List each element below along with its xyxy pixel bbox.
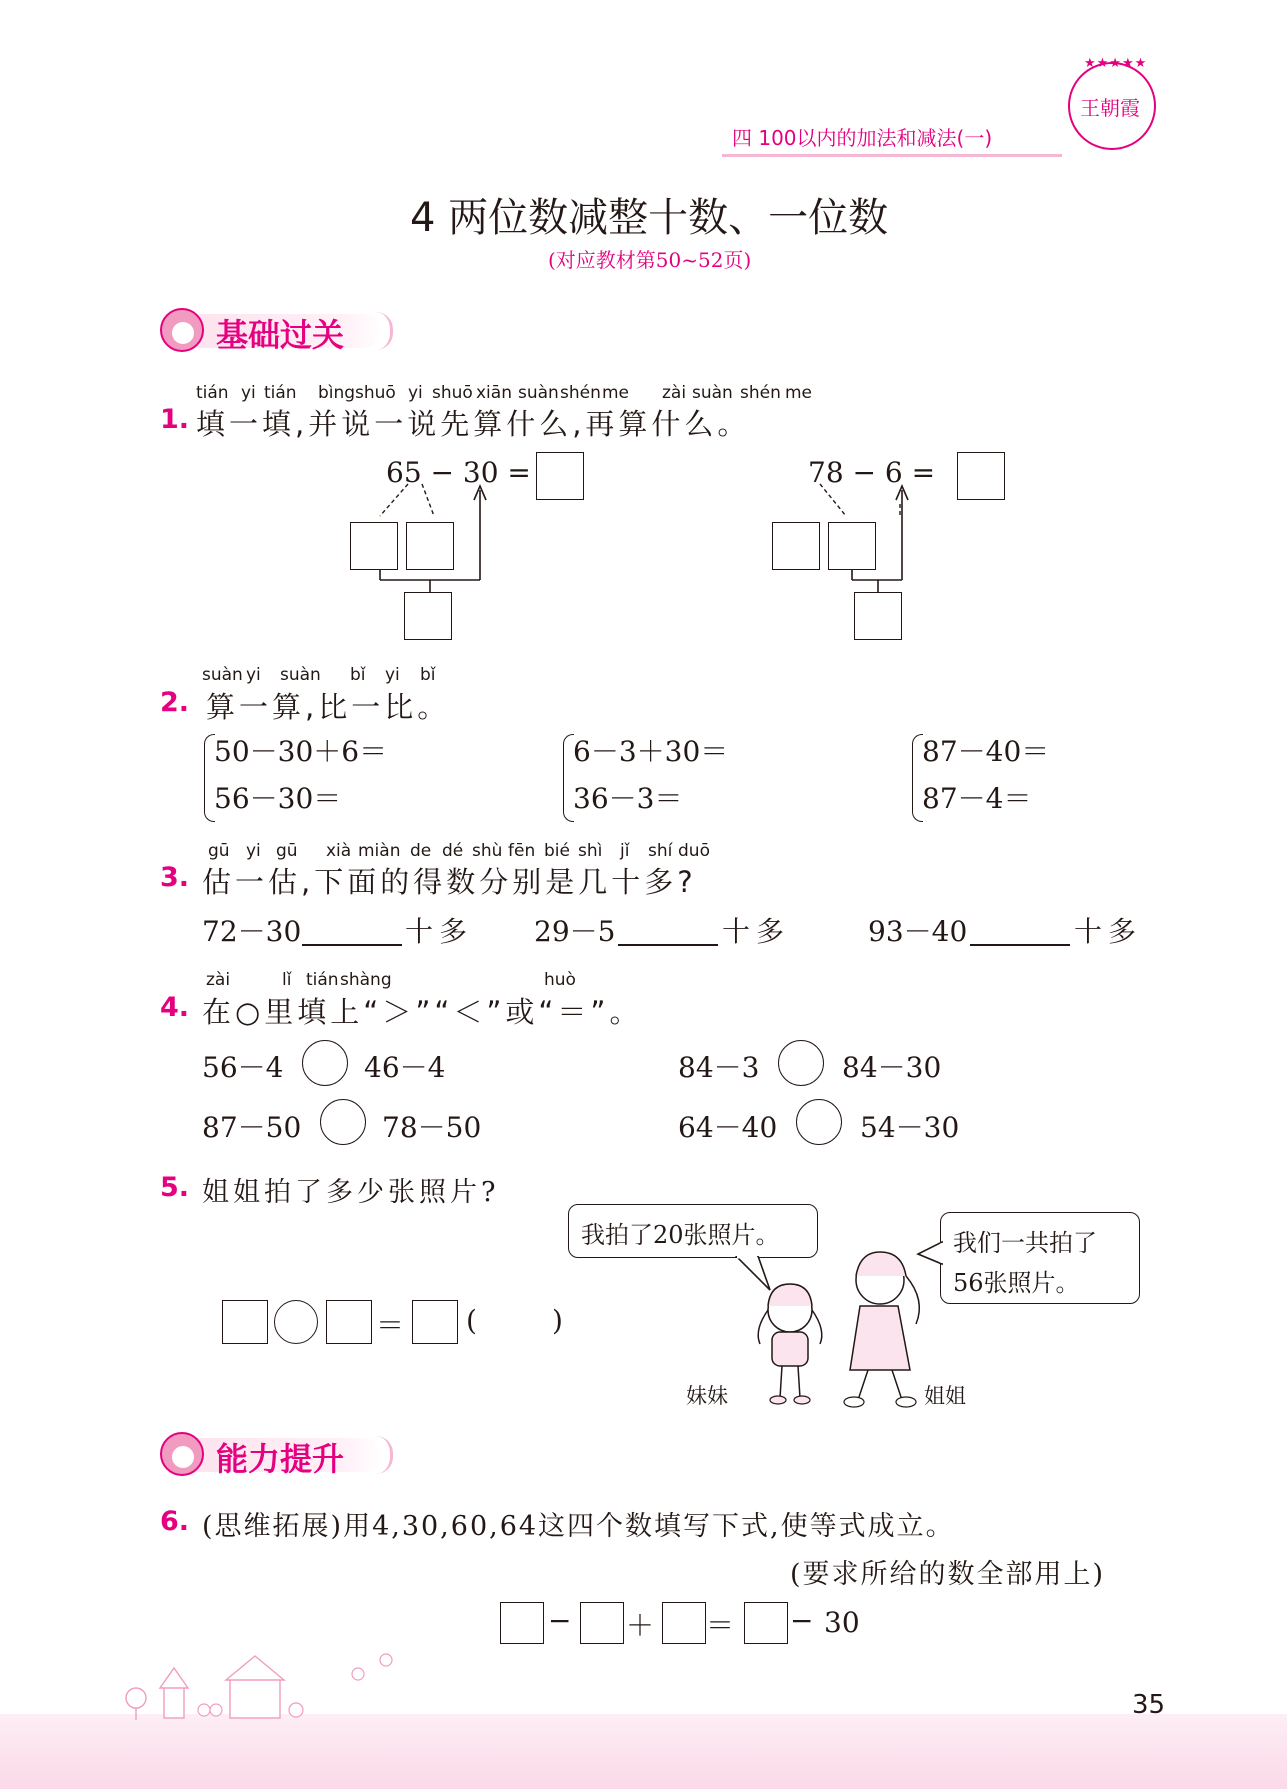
pinyin: me bbox=[602, 383, 630, 403]
pinyin: suàn bbox=[280, 665, 321, 685]
page-subtitle: (对应教材第50~52页) bbox=[548, 248, 752, 272]
question-number: 2. bbox=[160, 687, 190, 718]
q2-expression: 36－3＝ bbox=[573, 782, 683, 815]
label-older-sister: 姐姐 bbox=[924, 1384, 966, 1408]
pinyin: shì bbox=[578, 841, 603, 861]
q1-left-expression: 65 − 30 = bbox=[386, 456, 531, 489]
pinyin: dé bbox=[442, 841, 464, 861]
question-number: 3. bbox=[160, 862, 190, 893]
pinyin: huò bbox=[544, 970, 576, 990]
star-icon: ★★★★★ bbox=[1084, 56, 1148, 71]
question-text: 估一估,下面的得数分别是几十多? bbox=[202, 865, 697, 899]
pinyin: bié bbox=[544, 841, 570, 861]
q5-unit-paren-open: ( bbox=[466, 1304, 477, 1337]
q5-operand-box-1[interactable] bbox=[222, 1300, 268, 1344]
question-number: 5. bbox=[160, 1172, 190, 1203]
q6-operator: − bbox=[790, 1604, 814, 1637]
q6-constant: 30 bbox=[824, 1606, 860, 1639]
q3-suffix: 十多 bbox=[722, 915, 791, 948]
logo-seal bbox=[1068, 56, 1156, 150]
pinyin: suàn bbox=[518, 383, 559, 403]
q4-compare-circle[interactable] bbox=[320, 1099, 366, 1145]
bubble-text: 56张照片。 bbox=[953, 1269, 1080, 1297]
q1-left-answer-box[interactable] bbox=[536, 452, 584, 500]
question-note: (要求所给的数全部用上) bbox=[790, 1559, 1106, 1590]
q2-expression: 50－30＋6＝ bbox=[214, 735, 388, 768]
logo-text: 王朝霞 bbox=[1080, 96, 1140, 120]
pinyin: lǐ bbox=[282, 970, 292, 990]
q3-suffix: 十多 bbox=[405, 915, 474, 948]
label-younger-sister: 妹妹 bbox=[686, 1384, 728, 1408]
pinyin: yi bbox=[246, 665, 261, 685]
pinyin: yi bbox=[241, 383, 256, 403]
pinyin: me bbox=[785, 383, 813, 403]
question-text: 姐姐拍了多少张照片? bbox=[202, 1177, 500, 1208]
q1-left-connector-lines bbox=[340, 480, 490, 600]
q3-answer-line[interactable] bbox=[618, 944, 718, 946]
pinyin: gū bbox=[276, 841, 298, 861]
section-title-advanced: 能力提升 bbox=[216, 1440, 345, 1478]
pinyin: gū bbox=[208, 841, 230, 861]
q2-expression: 56－30＝ bbox=[214, 782, 342, 815]
cartoon-head-icon bbox=[160, 308, 204, 352]
pinyin: shén bbox=[740, 383, 781, 403]
q4-left-expression: 56－4 bbox=[202, 1051, 284, 1084]
pinyin: shàng bbox=[340, 970, 392, 990]
q6-blank-box-3[interactable] bbox=[662, 1602, 706, 1644]
pinyin: tián bbox=[306, 970, 339, 990]
footer-castle-illustration bbox=[120, 1650, 420, 1722]
q4-right-expression: 54－30 bbox=[860, 1111, 960, 1144]
bubble-text: 我拍了20张照片。 bbox=[581, 1221, 780, 1249]
pinyin: yi bbox=[408, 383, 423, 403]
q4-left-expression: 84－3 bbox=[678, 1051, 760, 1084]
footer-band bbox=[0, 1714, 1287, 1789]
q3-answer-line[interactable] bbox=[302, 944, 402, 946]
q4-left-expression: 64－40 bbox=[678, 1111, 778, 1144]
q3-expression: 29－5 bbox=[534, 915, 616, 948]
pinyin: yi bbox=[246, 841, 261, 861]
chapter-title: 四 100以内的加法和减法(一) bbox=[732, 126, 993, 150]
question-number: 4. bbox=[160, 992, 190, 1023]
q6-operator: − bbox=[548, 1604, 572, 1637]
q3-suffix: 十多 bbox=[1074, 915, 1143, 948]
question-text: 填一填,并说一说先算什么,再算什么。 bbox=[196, 407, 751, 441]
pinyin: tián bbox=[196, 383, 229, 403]
pinyin: suàn bbox=[202, 665, 243, 685]
pinyin: yi bbox=[385, 665, 400, 685]
pinyin: bǐ bbox=[420, 665, 436, 685]
q5-unit-blank[interactable] bbox=[486, 1300, 548, 1344]
q1-right-connector-lines bbox=[800, 480, 950, 600]
q5-unit-paren-close: ) bbox=[552, 1304, 563, 1337]
pinyin: suàn bbox=[692, 383, 733, 403]
pinyin: de bbox=[410, 841, 432, 861]
pinyin: shuō bbox=[432, 383, 473, 403]
cartoon-head-icon bbox=[160, 1432, 204, 1476]
page-number: 35 bbox=[1132, 1690, 1166, 1720]
q4-compare-circle[interactable] bbox=[796, 1099, 842, 1145]
question-text: 算一算,比一比。 bbox=[206, 690, 451, 724]
q6-blank-box-1[interactable] bbox=[500, 1602, 544, 1644]
section-banner-advanced bbox=[160, 1432, 400, 1476]
pinyin: zài bbox=[662, 383, 687, 403]
q1-right-expression: 78 − 6 = bbox=[808, 456, 936, 489]
pinyin: xiān bbox=[476, 383, 512, 403]
section-banner-basic bbox=[160, 308, 400, 352]
pinyin: shù bbox=[472, 841, 503, 861]
q5-operand-box-2[interactable] bbox=[326, 1300, 372, 1344]
q2-expression: 87－4＝ bbox=[922, 782, 1032, 815]
pinyin: miàn bbox=[358, 841, 401, 861]
girls-illustration bbox=[730, 1240, 950, 1410]
q6-blank-box-2[interactable] bbox=[580, 1602, 624, 1644]
pinyin: zài bbox=[206, 970, 231, 990]
q5-result-box[interactable] bbox=[412, 1300, 458, 1344]
pinyin: shuō bbox=[355, 383, 396, 403]
q3-expression: 93－40 bbox=[868, 915, 968, 948]
q4-right-expression: 78－50 bbox=[382, 1111, 482, 1144]
section-title-basic: 基础过关 bbox=[216, 316, 345, 354]
pinyin: duō bbox=[678, 841, 710, 861]
question-text: (思维拓展)用4,30,60,64这四个数填写下式,使等式成立。 bbox=[202, 1511, 955, 1542]
pinyin: xià bbox=[326, 841, 352, 861]
q3-answer-line[interactable] bbox=[970, 944, 1070, 946]
pinyin: tián bbox=[264, 383, 297, 403]
q1-right-answer-box[interactable] bbox=[957, 452, 1005, 500]
question-number: 6. bbox=[160, 1506, 190, 1537]
question-number: 1. bbox=[160, 404, 190, 435]
pinyin: shí bbox=[648, 841, 673, 861]
header-band bbox=[722, 118, 1062, 157]
q5-equals: ＝ bbox=[376, 1309, 405, 1342]
q4-compare-circle[interactable] bbox=[302, 1040, 348, 1086]
pinyin: bìng bbox=[318, 383, 356, 403]
q4-right-expression: 84－30 bbox=[842, 1051, 942, 1084]
q2-expression: 6－3＋30＝ bbox=[573, 735, 729, 768]
q6-operator: ＋ bbox=[626, 1609, 655, 1642]
q4-left-expression: 87－50 bbox=[202, 1111, 302, 1144]
speech-bubble-older bbox=[940, 1212, 1140, 1304]
q5-operator-circle[interactable] bbox=[274, 1300, 318, 1344]
pinyin: jǐ bbox=[620, 841, 630, 861]
q4-right-expression: 46－4 bbox=[364, 1051, 446, 1084]
bubble-text: 我们一共拍了 bbox=[953, 1229, 1097, 1257]
pinyin: fēn bbox=[508, 841, 536, 861]
q3-expression: 72－30 bbox=[202, 915, 302, 948]
pinyin: bǐ bbox=[350, 665, 366, 685]
pinyin: shén bbox=[560, 383, 601, 403]
q6-operator: ＝ bbox=[706, 1609, 735, 1642]
q4-compare-circle[interactable] bbox=[778, 1040, 824, 1086]
question-text: 在○里填上“＞”“＜”或“＝”。 bbox=[202, 995, 643, 1029]
q6-blank-box-4[interactable] bbox=[744, 1602, 788, 1644]
page-title: 4 两位数减整十数、一位数 bbox=[410, 195, 889, 241]
q2-expression: 87－40＝ bbox=[922, 735, 1050, 768]
